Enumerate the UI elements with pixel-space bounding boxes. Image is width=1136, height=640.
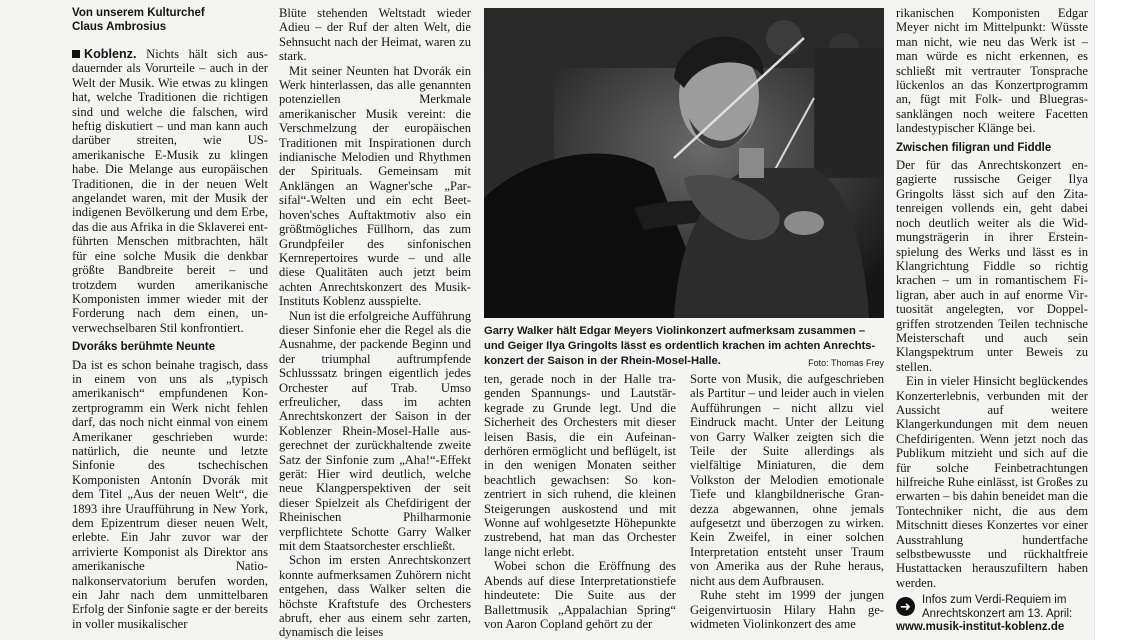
paragraph: Ein in vieler Hinsicht beglückendes Konzerterlebnis, verbunden mit der Aussicht auf weitere Klangerkundungen mit dem neuen Chefdirigenten. Wenn jetzt noch das Publikum mitzieht und sich auf die für solche Feinbetrachtungen hilfreiche Ruhe einlässt, ist Großes zu erwarten – bis dahin beneidet man die Tontechniker nicht, die aus dem Mitschnitt dieses Konzertes vor einer Ausstrahlung hundertfache selbstbewusste und rückhaltfreie Hustattacken herauszufiltern haben werden. bbox=[896, 374, 1088, 590]
paragraph: Nun ist die erfolgreiche Aufführung dieser Sinfonie eher die Regel als die Ausnahme, der packende Beginn und der triumphal auftrumpfende Schlusssatz bringen eigentlich jedes Orchester auf Trab. Umso erfreulicher, dass im achten Anrechtskonzert der Saison in der Koblenzer Rhein-Mosel-Halle ausgerechnet der zurückhaltende zweite Satz der Sinfonie zum „Aha!“-Effekt gerät: Hier wird deutlich, welche neue Klangperspektiven der seit dieser Spielzeit als Chefdirigent der Rheinischen Philharmonie verpflichtete Schotte Garry Walker mit dem Staatsorchester erschließt. bbox=[279, 308, 471, 554]
arrow-right-icon: ➜ bbox=[896, 597, 915, 616]
article-column-5 bbox=[896, 6, 1088, 594]
info-box bbox=[896, 594, 1094, 635]
concert-photo bbox=[484, 8, 884, 318]
paragraph: ten, gerade noch in der Halle tragenden Spannungs- und Lautstärkegrade zu Grunde legt. Und die Sicherheit des Orchesters mit dieser leisen Basis, die ein Aufeinanderhören ermöglicht und beflügelt, ist in den wenigen Monaten seither beachtlich gewachsen: So konzentriert in sich ruhend, die kleinen Steigerungen auskostend und mit Wonne auf wohlgesetzte Höhepunkte zustrebend, hat man das Orchester lange nicht erlebt. bbox=[484, 372, 676, 559]
paragraph: Ruhe steht im 1999 der jungen Geigenvirtuosin Hilary Hahn gewidmeten Violinkonzert des ame bbox=[690, 588, 884, 631]
subheading: Dvoráks berühmte Neunte bbox=[72, 341, 216, 354]
info-line-1: Infos zum Verdi-Requiem im bbox=[922, 594, 1067, 606]
dateline-location: Koblenz. bbox=[84, 47, 137, 61]
paragraph: rikanischen Komponisten Edgar Meyer nicht im Mittelpunkt: Wüsste man nicht, wie neu das Werk ist – man würde es nicht erkennen, es schließt mit vertrauter Tonsprache lückenlos an das Konzertprogramm an, fügt mit Folk- und Bluegrassanklängen noch weitere Facetten landestypischer Klänge bei. bbox=[896, 6, 1088, 136]
paragraph-text: Nichts hält sich ausdauernder als Vorurteile – auch in der Welt der Musik. Wie etwas zu klingen hat, welche Traditionen die richtigen sind und welche die falschen, wird heftig diskutiert – und man kann auch darüber streiten, wie US-amerikanische E-Musik zu klingen habe. Die Melange aus europäischen Traditionen, die in der neuen Welt angelandet waren, mit der Musik der indigenen Bevölkerung und dem Erbe, das die aus Afrika in die Sklaverei entführten Menschen mitbrachten, hält für eine solche Musik die denkbar größte Bandbreite bereit – und trotzdem wurden amerikanische Komponisten immer wieder mit der Forderung nach dem einen, unverwechselbaren Stil konfrontiert. bbox=[72, 47, 268, 335]
byline bbox=[72, 6, 268, 34]
concert-photo-graphic bbox=[484, 8, 884, 318]
bullet-square-icon bbox=[72, 50, 80, 58]
subheading: Zwischen filigran und Fiddle bbox=[896, 141, 1052, 154]
photo-caption bbox=[484, 324, 884, 370]
page-margin bbox=[1094, 0, 1136, 640]
byline-author: Claus Ambrosius bbox=[72, 21, 167, 33]
paragraph: Sorte von Musik, die aufgeschrieben als Partitur – und leider auch in vielen Aufführungen – nicht allzu viel Eindruck macht. Unter der Leitung von Garry Walker zeigten sich die Teile der Suite allerdings als vielfältige Miniaturen, die dem Volkston der Melodien emotionale Tiefe und klangbildnerische Grandezza abgewannen, ohne jemals aufgesetzt und überzogen zu wirken. Kein Zweifel, in einer solchen Interpretation entsteht unser Traum von Amerika aus der Ruhe heraus, nicht aus dem Aufbrausen. bbox=[690, 372, 884, 588]
article-column-3 bbox=[484, 372, 676, 631]
info-line-2: Anrechtskonzert am 13. April: bbox=[922, 607, 1073, 620]
paragraph: Schon im ersten Anrechtskonzert konnte aufmerksamen Zuhörern nicht entgehen, dass Walker selten die höchste Kraftstufe des Orchesters abruft, eher aus einem sehr zarten, dynamisch die leises bbox=[279, 553, 471, 640]
paragraph: Der für das Anrechtskonzert engagierte russische Geiger Ilya Gringolts lässt sich auf den Zitatenreigen vollends ein, geht dabei noch deutlich weiter als die Widmungsträgerin in ihrer Ersteinspielung des Werks und lässt es in Klangrichtung Fiddle so richtig krachen – um in romantischem Filigran, aber auch in auf enorme Virtuosität angelegten, vor Doppelgriffen strotzenden Teilen technische Meisterschaft und auch sein Klangspektrum unter Beweis zu stellen. bbox=[896, 158, 1088, 374]
paragraph: Blüte stehenden Weltstadt wieder Adieu – der Ruf der alten Welt, die Sehnsucht nach der Heimat, waren zu stark. bbox=[279, 6, 471, 64]
paragraph: Da ist es schon beinahe tragisch, dass in einem von uns als „typisch amerikanisch“ empfundenen Konzertprogramm ein Werk nicht fehlen darf, das noch nicht einmal von einem Amerikaner geschrieben wurde: natürlich, die neunte und letzte Sinfonie des tschechischen Komponisten Antonín Dvorák mit dem Titel „Aus der neuen Welt“, die 1893 ihre Uraufführung in New York, dem Epizentrum dieser neuen Welt, erlebte. Ein Jahr zuvor war der arrivierte Komponist als Direktor ans amerikanische Nationalkonservatorium berufen worden, ein Jahr nach dem unmittelbaren Erfolg der Sinfonie sagte er der bereits in voller musikalischer bbox=[72, 357, 268, 631]
article-column-1 bbox=[72, 6, 268, 631]
caption-text: Garry Walker hält Edgar Meyers Violinkonzert aufmerksam zusammen – und Geiger Ilya Gringolts lässt es ordentlich krachen im achten Anrechtskonzert der Saison in der Rhein-Mosel-Halle. bbox=[484, 325, 876, 367]
byline-line-1: Von unserem Kulturchef bbox=[72, 7, 205, 19]
article-column-2 bbox=[279, 6, 471, 640]
paragraph: Wobei schon die Eröffnung des Abends auf diese Interpretationstiefe hindeutete: Die Suite aus der Ballettmusik „Appalachian Spring“ von Aaron Copland gehört zu der bbox=[484, 559, 676, 631]
photo-credit: Foto: Thomas Frey bbox=[808, 357, 884, 368]
paragraph: Mit seiner Neunten hat Dvorák ein Werk hinterlassen, das alle genannten potenziellen Merkmale amerikanischer Musik vereint: die Verschmelzung der europäischen Traditionen mit Inspirationen durch indianische Melodien und Rhythmen der Spirituals. Gemeinsam mit Anklängen an Wagner'sche „Parsifal“-Welten und ein echt Beethoven'sches Auftaktmotiv also ein größtmögliches Füllhorn, das zum Grundpfeiler des sinfonischen Kernrepertoires wurde – und alle diese Qualitäten auch jetzt beim achten Anrechtskonzert des Musik-Instituts Koblenz ausspielte. bbox=[279, 63, 471, 309]
article-column-4 bbox=[690, 372, 884, 631]
paragraph bbox=[72, 47, 268, 335]
info-link[interactable]: www.musik-institut-koblenz.de bbox=[896, 621, 1065, 633]
